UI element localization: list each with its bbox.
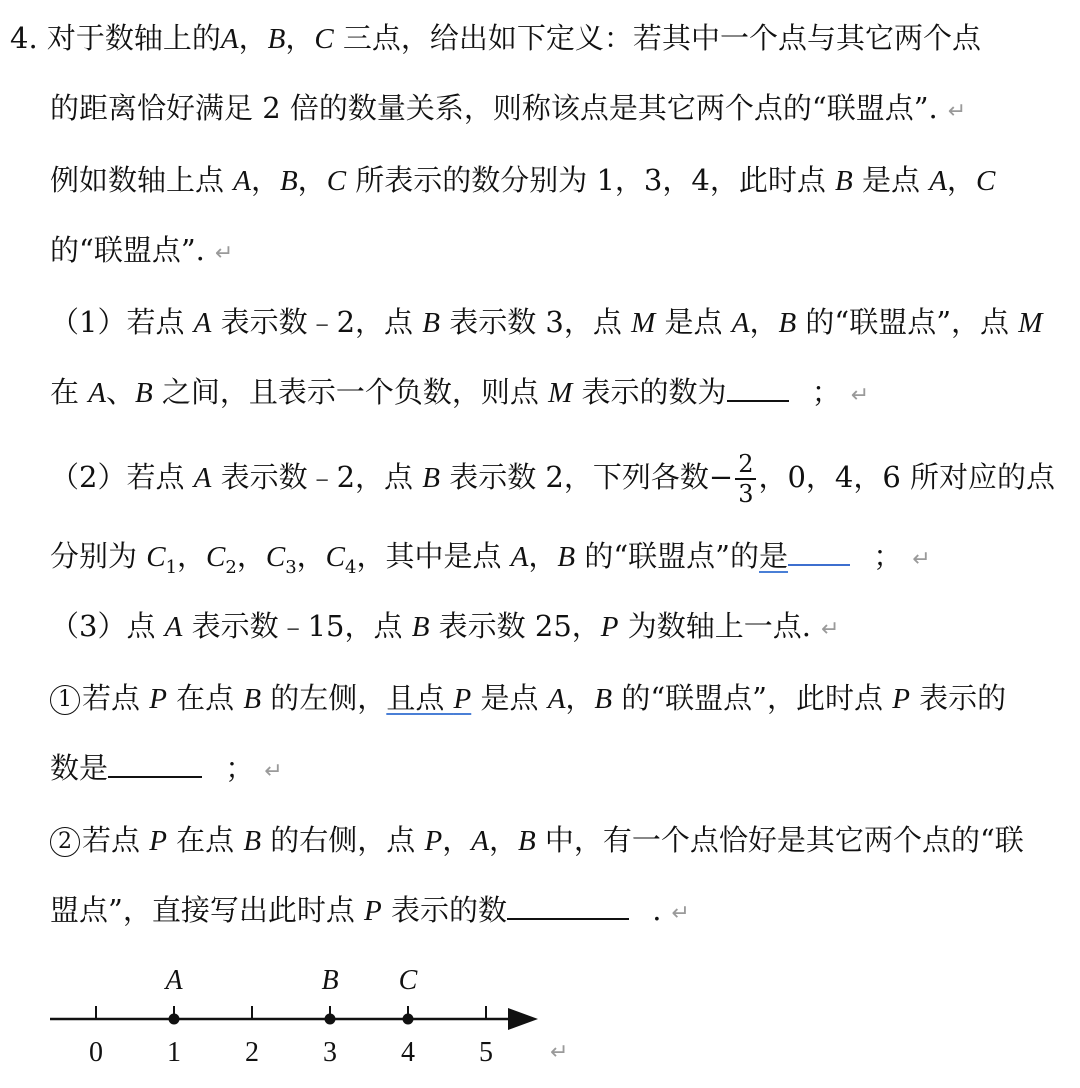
number-line-tick-label-3: 3: [323, 1037, 337, 1068]
part3-sub1-line-2: 数是 ； ↵: [50, 751, 283, 785]
circled-number-2: 2: [50, 827, 80, 857]
fraction-two-thirds: $\frac{2}{3}$: [735, 452, 756, 506]
return-mark: ↵: [550, 1040, 569, 1065]
part3-sub2-line-1: 2 若点 P 在点 B 的右侧，点 P，A，B 中，有一个点恰好是其它两个点的“联: [50, 820, 1024, 861]
part2-line-2: 分别为 $C_1$，$C_2$，$C_3$，$C_4$，其中是点 A，B 的“联盟点”的是 ； ↵: [50, 539, 931, 578]
answer-blank-part1[interactable]: [727, 376, 789, 402]
answer-blank-part3-2[interactable]: [507, 894, 629, 920]
number-line-tick-label-5: 5: [479, 1037, 493, 1068]
problem-intro-line-1: 4. 对于数轴上的A，B，C 三点，给出如下定义：若其中一个点与其它两个点: [10, 21, 981, 55]
number-line-point-B: [325, 1014, 336, 1025]
return-mark: ↵: [214, 241, 234, 266]
return-mark: ↵: [671, 901, 690, 926]
number-line-tick-label-0: 0: [89, 1037, 103, 1068]
problem-intro-line-4: 的“联盟点”. ↵: [50, 233, 234, 267]
problem-number: 4.: [10, 21, 38, 55]
part3-line-1: （3）点 A 表示数﹣15，点 B 表示数 25，P 为数轴上一点. ↵: [50, 609, 840, 643]
number-line-tick-label-2: 2: [245, 1037, 259, 1068]
circled-number-1: 1: [50, 685, 80, 715]
number-line-arrow: [508, 1008, 538, 1030]
problem-intro-line-2: 的距离恰好满足 2 倍的数量关系，则称该点是其它两个点的“联盟点”. ↵: [50, 91, 967, 125]
part2-line-1: （2）若点 A 表示数﹣2，点 B 表示数 2，下列各数− $\frac{2}{3}$ ，0，4，6 所对应的点: [50, 450, 1056, 508]
number-line-point-A: [169, 1014, 180, 1025]
answer-blank-part2[interactable]: [788, 540, 850, 566]
number-line-point-label-C: C: [398, 965, 418, 996]
number-line-tick-label-1: 1: [167, 1037, 181, 1068]
part3-sub2-line-2: 盟点”，直接写出此时点 P 表示的数 . ↵: [50, 893, 690, 927]
answer-blank-part3-1[interactable]: [108, 752, 202, 778]
return-mark: ↵: [912, 547, 931, 572]
number-line-point-label-A: A: [165, 965, 183, 996]
part1-line-2: 在 A、B 之间，且表示一个负数，则点 M 表示的数为 ； ↵: [50, 375, 870, 409]
part3-sub1-line-1: 1 若点 P 在点 B 的左侧，且点 P 是点 A，B 的“联盟点”，此时点 P 表示的: [50, 678, 1006, 719]
return-mark: ↵: [850, 383, 870, 408]
number-line-point-C: [403, 1014, 414, 1025]
return-mark: ↵: [947, 99, 967, 124]
return-mark: ↵: [264, 759, 283, 784]
part1-line-1: （1）若点 A 表示数﹣2，点 B 表示数 3，点 M 是点 A，B 的“联盟点”，点 M: [50, 305, 1043, 339]
number-line-point-label-B: B: [321, 965, 339, 996]
number-line-figure: [40, 955, 580, 1075]
problem-intro-line-3: 例如数轴上点 A，B，C 所表示的数分别为 1，3，4，此时点 B 是点 A，C: [50, 163, 996, 197]
return-mark: ↵: [820, 617, 840, 642]
number-line-tick-label-4: 4: [401, 1037, 415, 1068]
